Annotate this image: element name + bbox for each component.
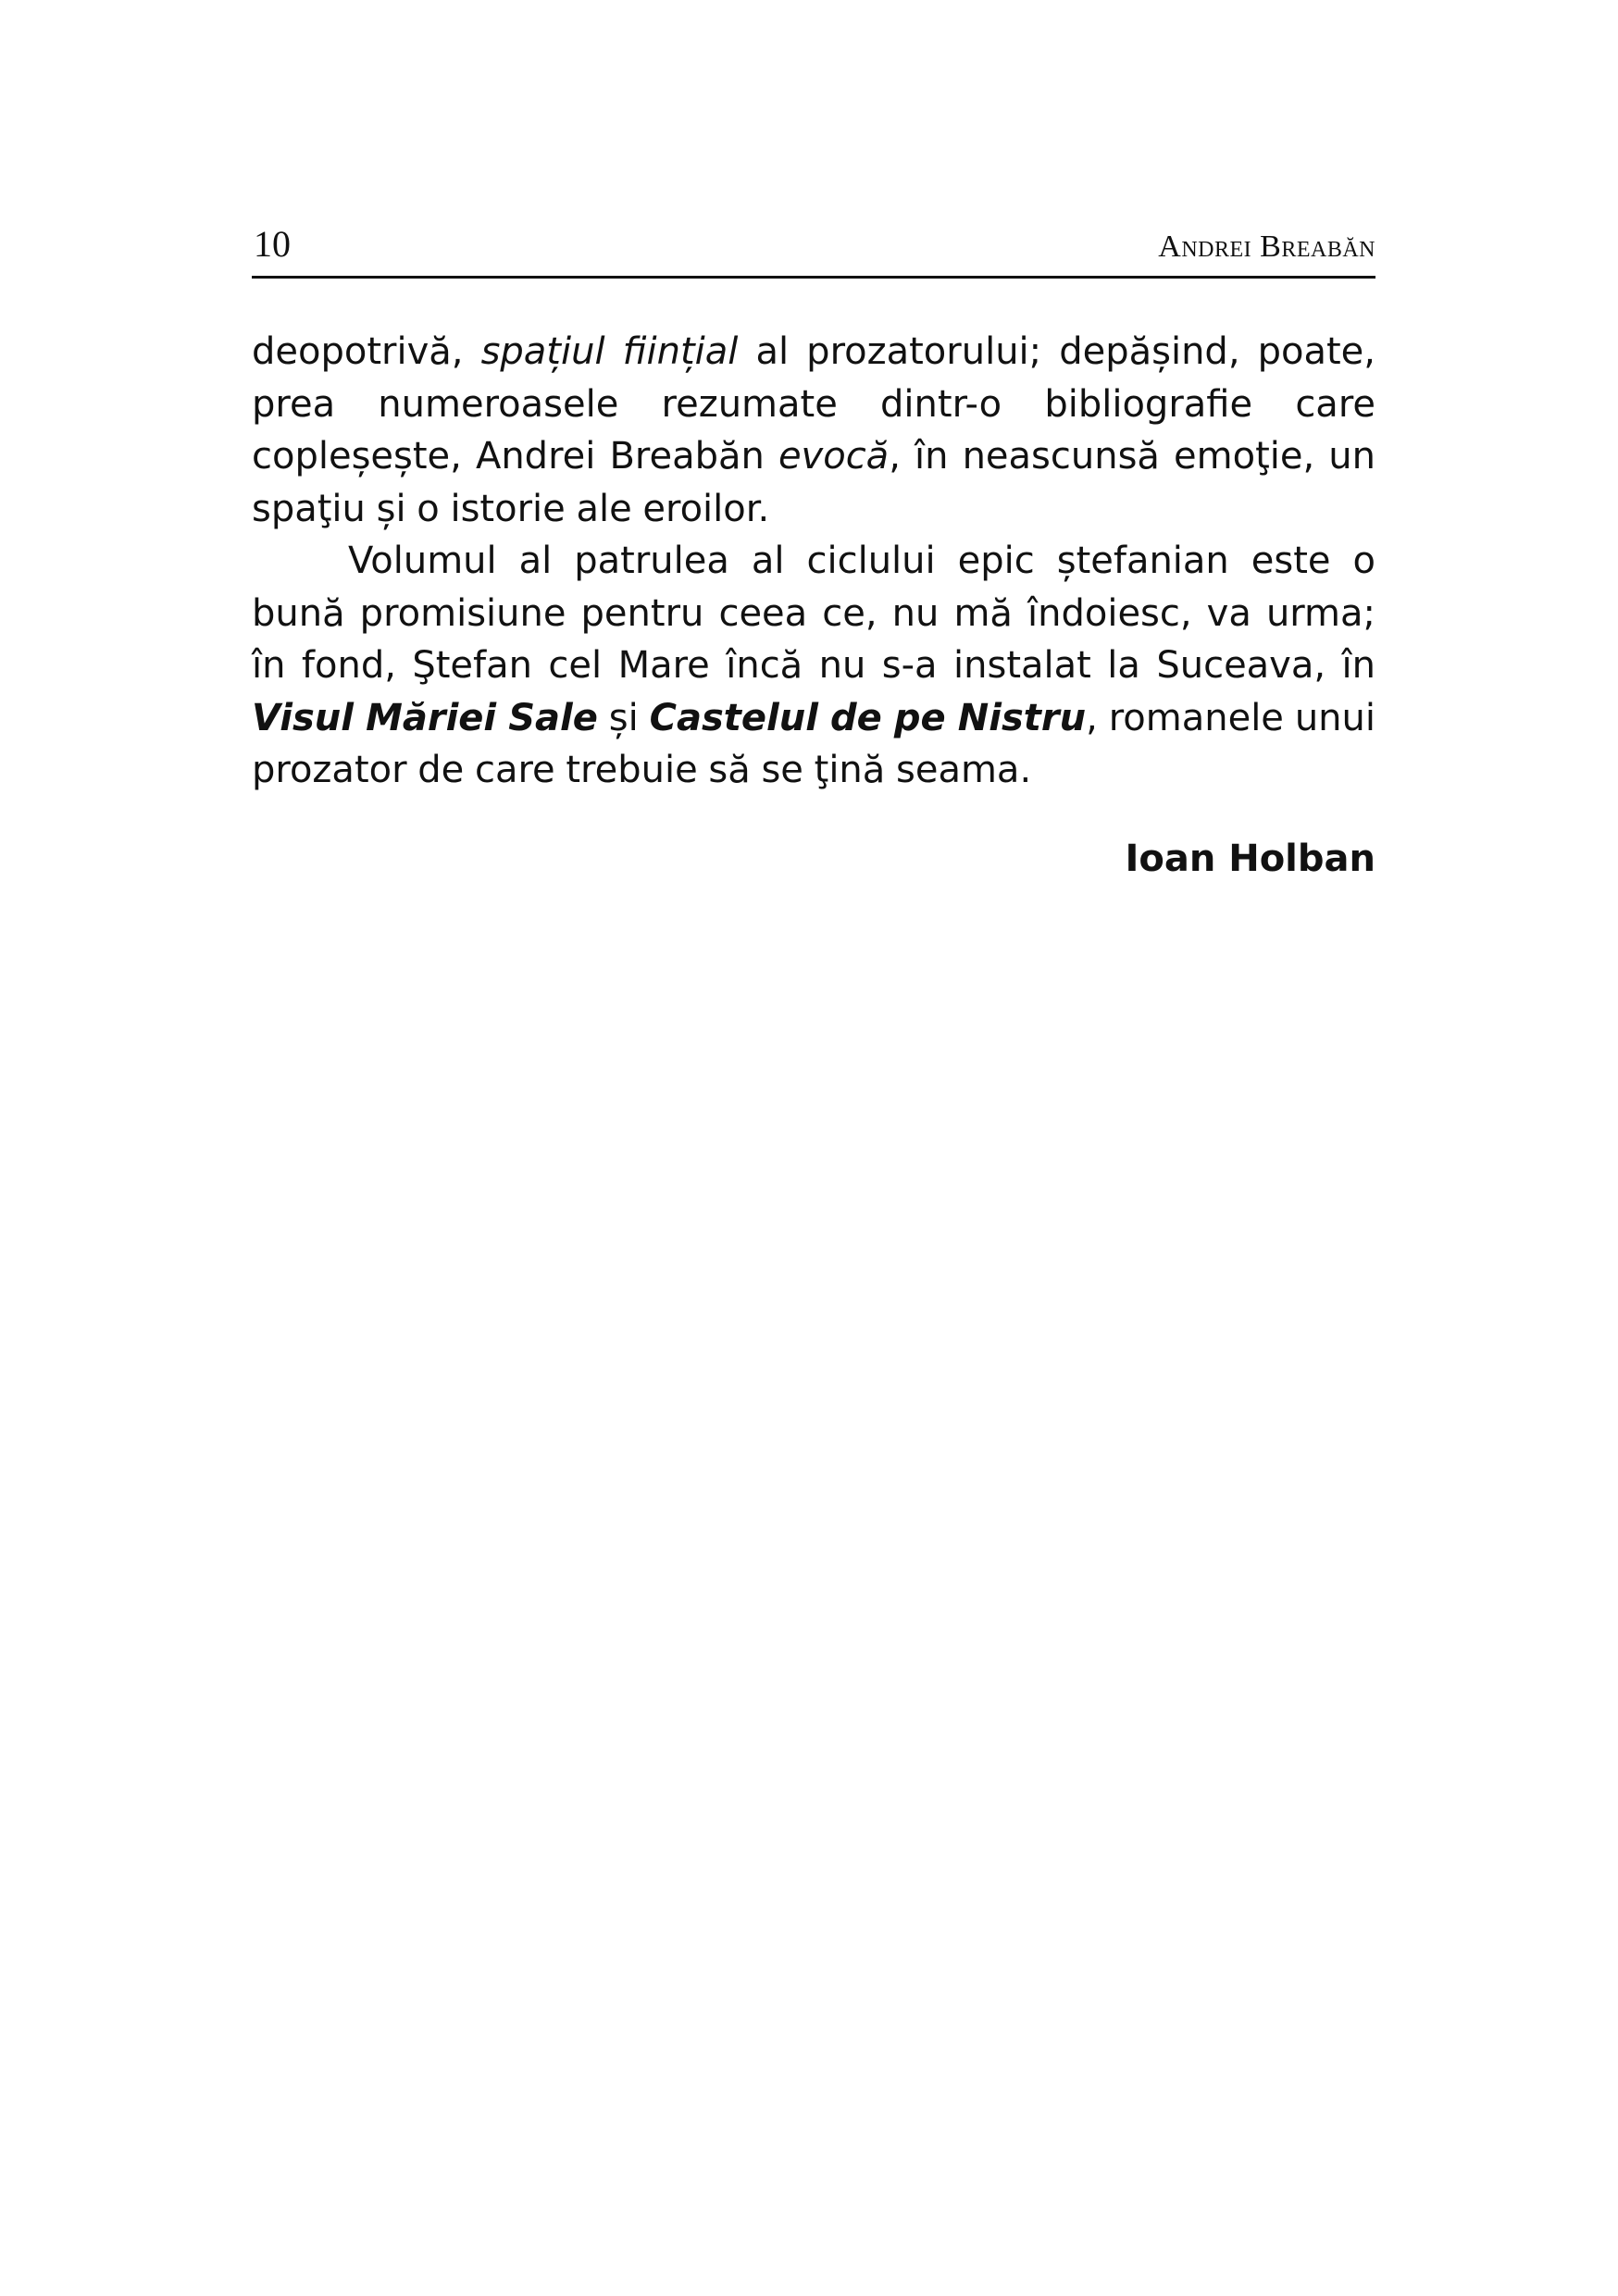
page-number: 10 xyxy=(254,223,291,265)
paragraph-1-text-b: al prozatorului; depășind, poate, prea numeroasele rezumate dintr-o bibliografie care copleșește, Andrei Breabăn xyxy=(252,330,1375,478)
paragraph-1-text-a: deopotrivă, xyxy=(252,330,481,373)
book-title-1: Visul Măriei Sale xyxy=(252,696,598,739)
paragraph-1-italic-word: evocă xyxy=(778,435,890,478)
author-signature: Ioan Holban xyxy=(1125,838,1375,880)
paragraph-1 xyxy=(252,326,1375,535)
running-title: Andrei Breabăn xyxy=(1158,230,1375,264)
paragraph-2-text-b: și xyxy=(597,696,650,739)
paragraph-2-text-a: Volumul al patrulea al ciclului epic ștefanian este o bună promisiune pentru ceea ce, nu mă îndoiesc, va urma; în fond, Ştefan cel Mare încă nu s-a instalat la Suceava, în xyxy=(252,540,1375,687)
running-header xyxy=(252,220,1375,279)
paragraph-2 xyxy=(252,535,1375,797)
paragraph-1-italic-phrase: spațiul ființial xyxy=(480,330,739,373)
paragraph-1-text-c: , în neascunsă emoţie, un spaţiu și o istorie ale eroilor. xyxy=(252,435,1375,530)
paragraph-2-text-c: , romanele unui prozator de care trebuie să se ţină seama. xyxy=(252,696,1375,791)
book-title-2: Castelul de pe Nistru xyxy=(649,696,1087,739)
body-text xyxy=(252,326,1375,797)
